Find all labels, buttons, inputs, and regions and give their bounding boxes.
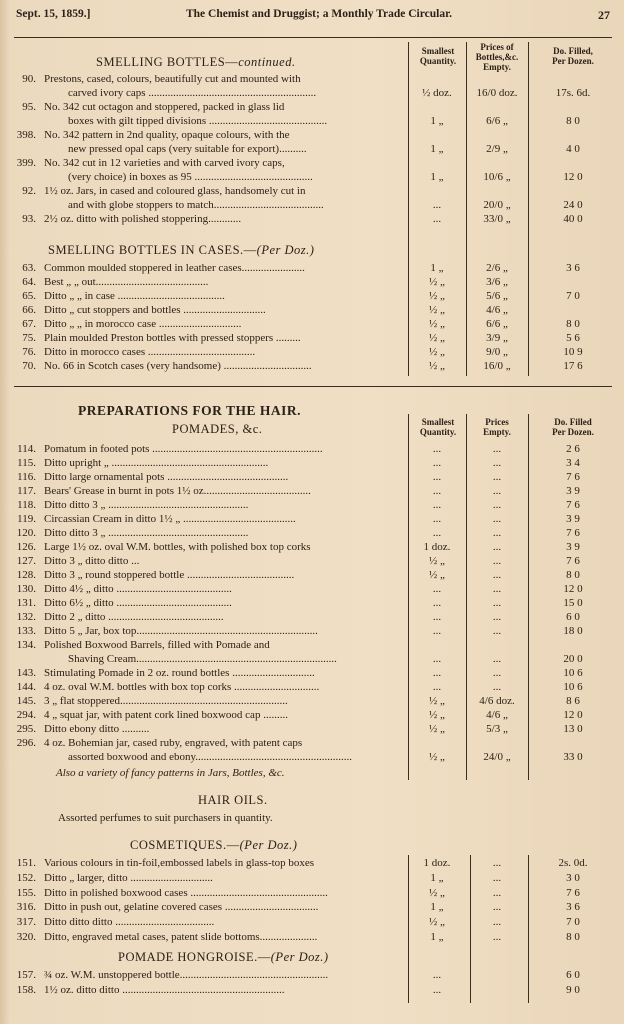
column-divider [466, 414, 467, 780]
item-price-filled: 40 0 [563, 213, 583, 225]
item-description: 4 oz. oval W.M. bottles with box top corks ............................... [44, 681, 320, 693]
item-price-empty: 24/0 „ [483, 751, 511, 763]
item-number: 152. [16, 871, 36, 884]
item-number: 66. [22, 304, 36, 316]
item-quantity: 1 „ [430, 871, 444, 884]
item-price-filled: 17s. 6d. [555, 87, 591, 99]
item-quantity: 1 „ [430, 931, 444, 943]
item-price-empty: ... [492, 555, 502, 567]
item-quantity: ... [432, 583, 442, 595]
item-description: Ditto 5 „ Jar, box top.................................................................. [44, 625, 318, 637]
item-price-empty: 9/0 „ [486, 346, 508, 358]
col-head-prices-1: Prices of Bottles,&c. Empty. [475, 42, 519, 72]
item-price-empty: 5/3 „ [486, 723, 508, 735]
item-price-empty: 4/6 „ [486, 304, 508, 316]
item-price-empty: ... [492, 485, 502, 497]
item-number: 296. [16, 737, 36, 749]
col-head-quantity-1: Smallest Quantity. [419, 46, 457, 66]
item-quantity: ½ „ [429, 723, 445, 735]
item-price-empty: ... [492, 916, 502, 929]
item-quantity: ... [432, 457, 442, 469]
item-price-empty: ... [492, 541, 502, 553]
item-description: Ditto 3 „ round stoppered bottle ....................................... [44, 569, 295, 581]
item-description: and with globe stoppers to match........................................ [68, 199, 324, 211]
item-price-empty: ... [492, 583, 502, 595]
item-price-empty: ... [492, 931, 502, 943]
item-description: Prestons, cased, colours, beautifully cut and mounted with [44, 73, 301, 85]
item-quantity: ½ „ [429, 709, 445, 721]
item-number: 67. [22, 318, 36, 330]
item-description: Stimulating Pomade in 2 oz. round bottles .............................. [44, 667, 315, 679]
item-quantity: 1 „ [430, 171, 444, 183]
item-price-filled: 3 6 [566, 901, 580, 914]
item-number: 126. [16, 541, 36, 553]
item-quantity: ... [432, 681, 442, 693]
item-number: 70. [22, 360, 36, 372]
item-number: 95. [22, 101, 36, 113]
item-quantity: 1 „ [430, 262, 444, 274]
item-number: 145. [16, 695, 36, 707]
item-quantity: ½ „ [429, 751, 445, 763]
item-price-filled: 7 0 [566, 290, 580, 302]
item-quantity: 1 doz. [423, 857, 451, 869]
item-price-filled: 7 6 [566, 555, 580, 567]
item-number: 399. [16, 157, 36, 169]
item-price-empty: 5/6 „ [486, 290, 508, 302]
item-description: 1½ oz. Jars, in cased and coloured glass, handsomely cut in [44, 185, 306, 197]
item-description: ¾ oz. W.M. unstoppered bottle...................................................... [44, 969, 329, 981]
page-number: 27 [598, 8, 610, 22]
item-number: 75. [22, 332, 36, 344]
item-quantity: 1 „ [430, 901, 444, 914]
item-number: 144. [16, 681, 36, 693]
item-number: 128. [16, 569, 36, 581]
item-number: 317. [16, 916, 36, 929]
item-price-filled: 8 0 [566, 115, 580, 127]
item-quantity: ½ „ [429, 346, 445, 358]
item-price-empty: 4/6 „ [486, 709, 508, 721]
running-header [16, 8, 610, 24]
item-price-filled: 7 6 [566, 499, 580, 511]
item-quantity: ... [432, 597, 442, 609]
item-price-filled: 10 6 [563, 681, 583, 693]
item-price-filled: 33 0 [563, 751, 583, 763]
item-price-filled: 20 0 [563, 653, 583, 665]
item-price-empty: ... [492, 527, 502, 539]
item-price-empty: 4/6 doz. [479, 695, 515, 707]
item-quantity: ... [432, 471, 442, 483]
item-number: 130. [16, 583, 36, 595]
item-price-empty: 16/0 doz. [476, 87, 518, 99]
item-description: 1½ oz. ditto ditto ........................................................... [44, 984, 285, 996]
item-description: Ditto 4½ „ ditto .......................................... [44, 583, 232, 595]
item-price-filled: 8 0 [566, 318, 580, 330]
item-number: 92. [22, 185, 36, 197]
item-quantity: ½ „ [429, 276, 445, 288]
item-description: Pomatum in footed pots .............................................................. [44, 443, 323, 455]
item-description: Ditto „ larger, ditto .............................. [44, 871, 213, 884]
column-divider [470, 855, 471, 1003]
column-divider [408, 414, 409, 780]
item-price-empty: ... [492, 443, 502, 455]
item-quantity: ½ „ [429, 360, 445, 372]
header-title: The Chemist and Druggist; a Monthly Trade Circular. [185, 8, 452, 20]
item-number: 76. [22, 346, 36, 358]
item-price-empty: ... [492, 611, 502, 623]
item-price-empty: ... [492, 625, 502, 637]
item-description: Ditto 6½ „ ditto .......................................... [44, 597, 232, 609]
item-number: 120. [16, 527, 36, 539]
item-number: 65. [22, 290, 36, 302]
item-price-empty: ... [492, 569, 502, 581]
item-quantity: ½ „ [429, 304, 445, 316]
item-price-filled: 13 0 [563, 723, 583, 735]
item-price-filled: 12 0 [563, 583, 583, 595]
item-quantity: ... [432, 625, 442, 637]
item-description: No. 342 cut octagon and stoppered, packed in glass lid [44, 101, 285, 113]
item-price-empty: ... [492, 513, 502, 525]
item-description: Plain moulded Preston bottles with pressed stoppers ......... [44, 332, 301, 344]
item-number: 116. [17, 471, 36, 483]
item-number: 151. [16, 857, 36, 869]
column-divider [408, 42, 409, 376]
item-price-empty: 3/6 „ [486, 276, 508, 288]
item-price-filled: 2 6 [566, 443, 580, 455]
item-description: (very choice) in boxes as 95 ........................................... [68, 171, 313, 183]
section-rule [14, 386, 612, 387]
item-price-filled: 6 0 [566, 969, 580, 981]
item-description: 2½ oz. ditto with polished stoppering............ [44, 213, 242, 225]
item-description: Ditto large ornamental pots ............................................ [44, 471, 289, 483]
item-price-filled: 18 0 [563, 625, 583, 637]
item-description: Ditto in polished boxwood cases .................................................. [44, 886, 328, 899]
item-price-empty: ... [492, 597, 502, 609]
section-title-cosmetiques: COSMETIQUES.—(Per Doz.) [130, 838, 298, 852]
item-description: boxes with gilt tipped divisions ........................................... [68, 115, 328, 127]
item-description: No. 66 in Scotch cases (very handsome) ................................ [44, 360, 312, 372]
item-description: Bears' Grease in burnt in pots 1½ oz....................................... [44, 485, 311, 497]
section-subtitle-pomades: POMADES, &c. [172, 422, 263, 436]
item-number: 93. [22, 213, 36, 225]
item-description: Large 1½ oz. oval W.M. bottles, with polished box top corks [44, 541, 311, 553]
note-fancy-patterns: Also a variety of fancy patterns in Jars, Bottles, &c. [56, 767, 285, 779]
item-description: Ditto „ „ in morocco case .............................. [44, 318, 242, 330]
item-quantity: 1 „ [430, 115, 444, 127]
item-price-filled: 24 0 [563, 199, 583, 211]
item-number: 294. [16, 709, 36, 721]
hair-oils-note: Assorted perfumes to suit purchasers in quantity. [58, 812, 273, 824]
item-price-filled: 3 9 [566, 513, 580, 525]
column-divider [528, 414, 529, 780]
item-number: 115. [17, 457, 36, 469]
item-price-filled: 7 6 [566, 527, 580, 539]
item-quantity: ... [432, 984, 442, 996]
item-description: Ditto 2 „ ditto .......................................... [44, 611, 224, 623]
item-number: 117. [17, 485, 36, 497]
item-price-filled: 12 0 [563, 171, 583, 183]
item-price-filled: 10 6 [563, 667, 583, 679]
item-description: Common moulded stoppered in leather cases....................... [44, 262, 305, 274]
item-number: 157. [16, 969, 36, 981]
item-price-filled: 15 0 [563, 597, 583, 609]
item-description: Various colours in tin-foil,embossed labels in glass-top boxes [44, 857, 315, 869]
item-price-filled: 7 0 [566, 916, 580, 929]
item-description: Ditto 3 „ ditto ditto ... [44, 555, 140, 567]
item-description: Ditto, engraved metal cases, patent slide bottoms..................... [44, 931, 318, 943]
item-description: Ditto in morocco cases ....................................... [44, 346, 256, 358]
item-price-empty: 33/0 „ [483, 213, 511, 225]
item-quantity: ½ doz. [422, 87, 452, 99]
item-quantity: ... [432, 443, 442, 455]
section-title-smelling-bottles: SMELLING BOTTLES—continued. [96, 55, 296, 69]
item-price-empty: ... [492, 653, 502, 665]
item-price-empty: ... [492, 901, 502, 914]
section-title-hair-oils: HAIR OILS. [198, 793, 268, 807]
item-number: 133. [16, 625, 36, 637]
item-quantity: ... [432, 499, 442, 511]
col-head-filled-1: Do. Filled, Per Dozen. [552, 46, 594, 66]
item-description: 4 „ squat jar, with patent cork lined boxwood cap ......... [44, 709, 288, 721]
section-title-hair-preparations: PREPARATIONS FOR THE HAIR. [78, 403, 302, 418]
item-number: 90. [22, 73, 36, 85]
item-price-filled: 2s. 0d. [558, 857, 588, 869]
item-description: Best „ „ out......................................... [44, 276, 209, 288]
item-number: 64. [22, 276, 36, 288]
item-number: 132. [16, 611, 36, 623]
section-title-smelling-bottles-cases: SMELLING BOTTLES IN CASES.—(Per Doz.) [48, 243, 315, 257]
item-quantity: ½ „ [429, 695, 445, 707]
item-number: 320. [16, 931, 36, 943]
item-number: 316. [16, 901, 36, 914]
item-description: Shaving Cream......................................................................... [68, 653, 337, 665]
item-price-empty: ... [492, 857, 502, 869]
item-price-filled: 12 0 [563, 709, 583, 721]
item-price-empty: ... [492, 871, 502, 884]
item-quantity: ... [432, 513, 442, 525]
col-head-prices-2: Prices Empty. [483, 417, 511, 437]
item-description: carved ivory caps ............................................................. [68, 87, 317, 99]
item-quantity: ... [432, 199, 442, 211]
item-description: No. 342 cut in 12 varieties and with carved ivory caps, [44, 157, 285, 169]
item-quantity: ... [432, 667, 442, 679]
item-number: 114. [17, 443, 36, 455]
item-description: Ditto „ cut stoppers and bottles .............................. [44, 304, 266, 316]
section-title-pomade-hongroise: POMADE HONGROISE.—(Per Doz.) [118, 950, 329, 964]
item-quantity: ... [432, 213, 442, 225]
item-price-filled: 3 9 [566, 485, 580, 497]
item-quantity: ½ „ [429, 569, 445, 581]
header-date: Sept. 15, 1859.] [16, 8, 91, 20]
item-quantity: ... [432, 485, 442, 497]
item-number: 295. [16, 723, 36, 735]
item-description: Polished Boxwood Barrels, filled with Pomade and [44, 639, 270, 651]
item-quantity: ½ „ [429, 318, 445, 330]
item-price-filled: 10 9 [563, 346, 583, 358]
item-description: 4 oz. Bohemian jar, cased ruby, engraved, with patent caps [44, 737, 303, 749]
item-price-filled: 8 0 [566, 931, 580, 943]
item-description: Ditto in push out, gelatine covered cases .................................. [44, 901, 319, 914]
item-quantity: ... [432, 969, 442, 981]
item-quantity: ½ „ [429, 916, 445, 929]
item-price-filled: 3 4 [566, 457, 580, 469]
item-price-empty: 3/9 „ [486, 332, 508, 344]
item-price-empty: 6/6 „ [486, 115, 508, 127]
item-price-filled: 3 6 [566, 262, 580, 274]
item-price-filled: 3 0 [566, 871, 580, 884]
item-price-empty: 2/6 „ [486, 262, 508, 274]
item-number: 119. [17, 513, 36, 525]
item-quantity: 1 doz. [423, 541, 451, 553]
item-price-filled: 4 0 [566, 143, 580, 155]
item-price-empty: 10/6 „ [483, 171, 511, 183]
item-price-filled: 8 0 [566, 569, 580, 581]
item-number: 398. [16, 129, 36, 141]
item-quantity: 1 „ [430, 143, 444, 155]
item-description: assorted boxwood and ebony......................................................... [68, 751, 353, 763]
item-price-filled: 6 0 [566, 611, 580, 623]
item-description: 3 „ flat stoppered............................................................. [44, 695, 288, 707]
item-description: new pressed opal caps (very suitable for export).......... [68, 143, 307, 155]
item-price-empty: ... [492, 471, 502, 483]
item-quantity: ½ „ [429, 290, 445, 302]
item-price-empty: ... [492, 886, 502, 899]
item-number: 134. [16, 639, 36, 651]
column-divider [408, 855, 409, 1003]
header-rule [14, 37, 612, 38]
item-quantity: ... [432, 611, 442, 623]
item-quantity: ... [432, 653, 442, 665]
item-price-filled: 7 6 [566, 886, 580, 899]
item-number: 155. [16, 886, 36, 899]
item-description: Ditto ditto 3 „ ................................................... [44, 527, 249, 539]
item-price-empty: ... [492, 681, 502, 693]
item-number: 118. [17, 499, 36, 511]
item-price-filled: 9 0 [566, 984, 580, 996]
item-description: Circassian Cream in ditto 1½ „ ......................................... [44, 513, 296, 525]
item-quantity: ½ „ [429, 332, 445, 344]
item-price-filled: 5 6 [566, 332, 580, 344]
item-number: 143. [16, 667, 36, 679]
item-price-empty: ... [492, 457, 502, 469]
item-quantity: ½ „ [429, 555, 445, 567]
item-quantity: ... [432, 527, 442, 539]
column-divider [528, 855, 529, 1003]
item-description: No. 342 pattern in 2nd quality, opaque colours, with the [44, 129, 290, 141]
item-price-empty: 2/9 „ [486, 143, 508, 155]
item-price-filled: 7 6 [566, 471, 580, 483]
item-number: 158. [16, 984, 36, 996]
item-description: Ditto ditto ditto .................................... [44, 916, 215, 929]
col-head-filled-2: Do. Filled Per Dozen. [552, 417, 594, 437]
item-description: Ditto „ „ in case ....................................... [44, 290, 225, 302]
item-price-empty: 20/0 „ [483, 199, 511, 211]
col-head-quantity-2: Smallest Quantity. [419, 417, 457, 437]
item-number: 127. [16, 555, 36, 567]
item-description: Ditto ditto 3 „ ................................................... [44, 499, 249, 511]
item-description: Ditto upright „ ......................................................... [44, 457, 269, 469]
item-price-empty: ... [492, 499, 502, 511]
item-number: 131. [16, 597, 36, 609]
item-price-filled: 3 9 [566, 541, 580, 553]
item-number: 63. [22, 262, 36, 274]
item-price-filled: 8 6 [566, 695, 580, 707]
column-divider [528, 42, 529, 376]
item-price-empty: 6/6 „ [486, 318, 508, 330]
item-price-empty: ... [492, 667, 502, 679]
item-quantity: ½ „ [429, 886, 445, 899]
item-price-empty: 16/0 „ [483, 360, 511, 372]
column-divider [466, 42, 467, 376]
item-price-filled: 17 6 [563, 360, 583, 372]
item-description: Ditto ebony ditto .......... [44, 723, 150, 735]
